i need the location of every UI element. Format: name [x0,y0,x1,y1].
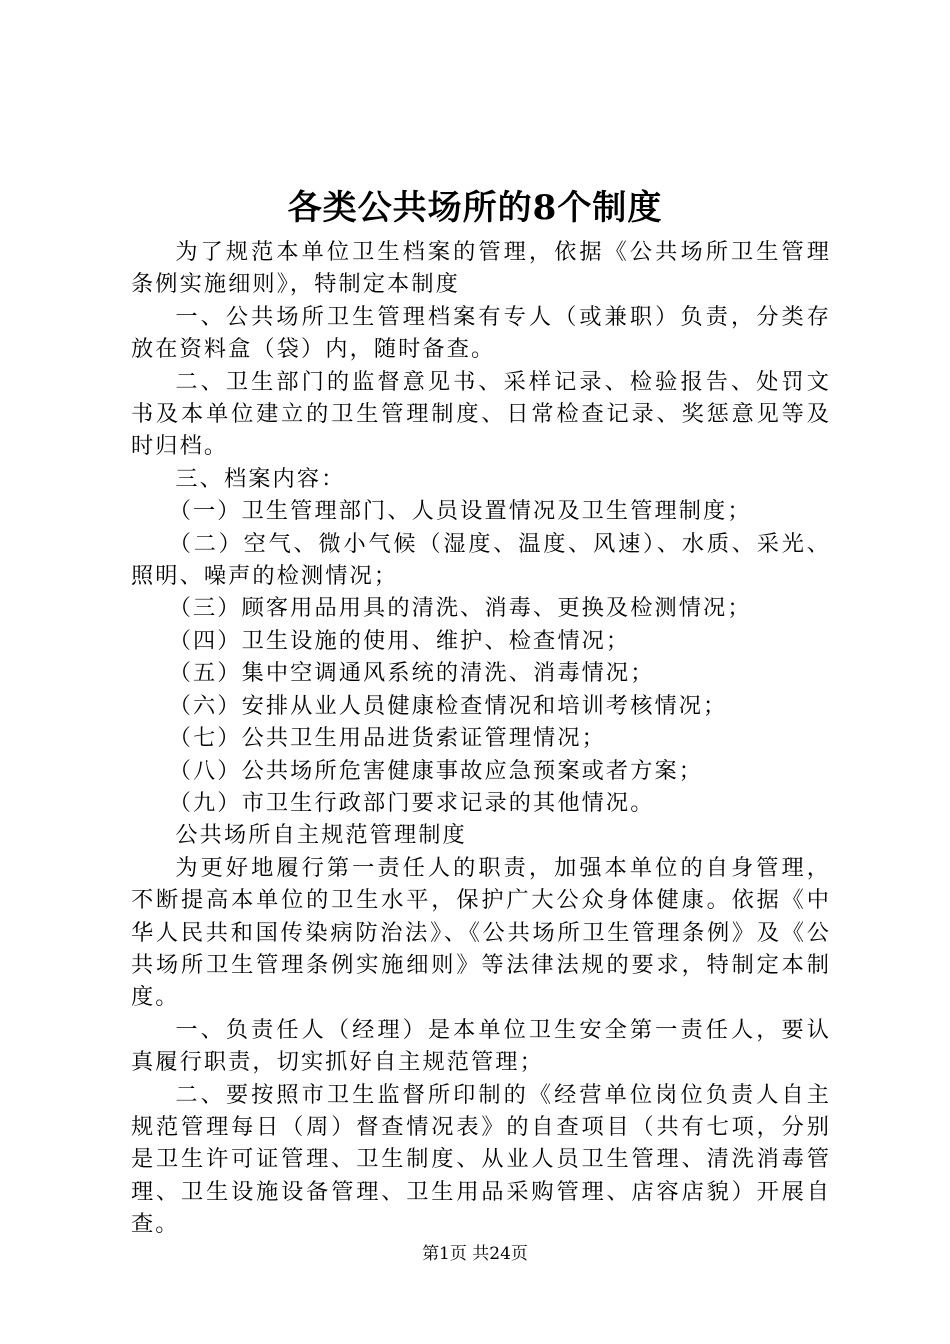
list-item: （八）公共场所危害健康事故应急预案或者方案； [168,757,704,784]
list-item: （六）安排从业人员健康检查情况和培训考核情况； [168,692,728,719]
paragraph: 一、公共场所卫生管理档案有专人（或兼职）负责，分类存放在资料盒（袋）内，随时备查。 [131,303,831,363]
list-item: （一）卫生管理部门、人员设置情况及卫生管理制度； [168,498,752,525]
paragraph: 二、要按照市卫生监督所印制的《经营单位岗位负责人自主规范管理每日（周）督查情况表》的自查项目（共有七项，分别是卫生许可证管理、卫生制度、从业人员卫生管理、清洗消毒管理、卫生设施设备管理、卫生用品采购管理、店容店貌）开展自查。 [131,1081,831,1238]
paragraph: 为了规范本单位卫生档案的管理，依据《公共场所卫生管理条例实施细则》，特制定本制度 [131,239,831,298]
list-item: （三）顾客用品用具的清洗、消毒、更换及检测情况； [168,595,752,622]
paragraph: 一、负责任人（经理）是本单位卫生安全第一责任人，要认真履行职责，切实抓好自主规范管理； [131,1016,831,1076]
list-item: （五）集中空调通风系统的清洗、消毒情况； [168,660,655,687]
page-footer: 第1页 共24页 [422,1244,528,1264]
list-item: （四）卫生设施的使用、维护、检查情况； [168,627,631,654]
list-item: （九）市卫生行政部门要求记录的其他情况。 [168,789,655,816]
page-title: 各类公共场所的8个制度 [287,188,663,228]
paragraph: 三、档案内容： [175,465,346,492]
paragraph: 公共场所自主规范管理制度 [175,822,467,849]
list-item: （七）公共卫生用品进货索证管理情况； [168,725,606,752]
paragraph: 为更好地履行第一责任人的职责，加强本单位的自身管理，不断提高本单位的卫生水平，保护广大公众身体健康。依据《中华人民共和国传染病防治法》、《公共场所卫生管理条例》及《公共场所卫生管理条例实施细则》等法律法规的要求，特制定本制度。 [131,854,831,1011]
list-item: （二）空气、微小气候（湿度、温度、风速）、水质、采光、照明、噪声的检测情况； [131,530,831,590]
document-body [131,236,831,1241]
paragraph: 二、卫生部门的监督意见书、采样记录、检验报告、处罚文书及本单位建立的卫生管理制度、日常检查记录、奖惩意见等及时归档。 [131,368,831,460]
